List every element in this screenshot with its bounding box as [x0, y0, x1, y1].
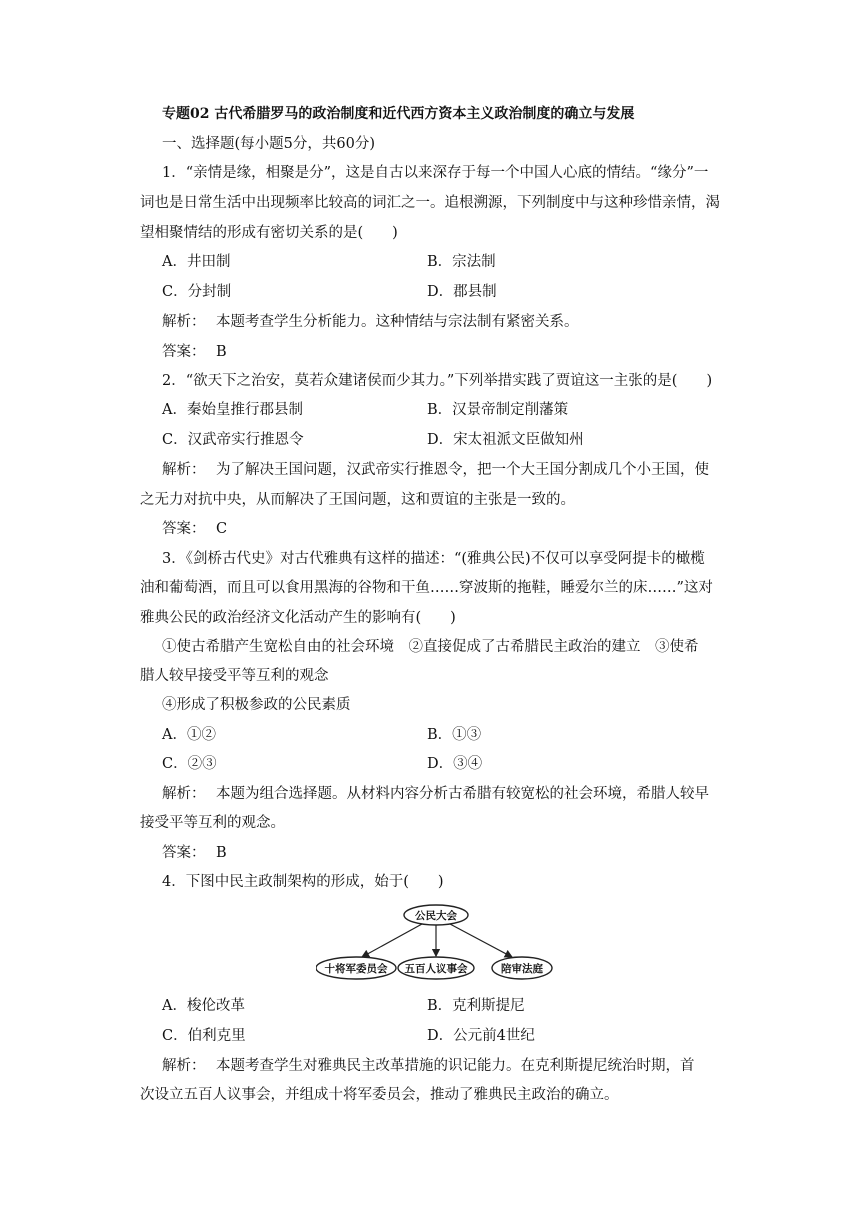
diagram-node-middle [398, 957, 474, 979]
q1-analysis [162, 312, 579, 332]
answer-label: 答案： [162, 845, 206, 861]
q2-option-d: D．宋太祖派文臣做知州 [427, 432, 584, 448]
diagram-node-left-label: 十将军委员会 [324, 963, 388, 975]
diagram-node-right [492, 957, 552, 979]
q1-option-b: B．宗法制 [427, 254, 496, 270]
q3-option-d: D．③④ [427, 756, 483, 772]
analysis-label: 解析： [162, 462, 206, 478]
analysis-text: 本题考查学生对雅典民主改革措施的识记能力。在克利斯提尼统治时期，首 [216, 1058, 695, 1074]
q3-stem-line-1: 3．《剑桥古代史》对古代雅典有这样的描述：“(雅典公民)不仅可以享受阿提卡的橄榄 [162, 551, 705, 567]
analysis-label: 解析： [162, 1058, 206, 1074]
analysis-label: 解析： [162, 786, 206, 802]
section-heading: 一、选择题(每小题5分，共60分) [162, 136, 375, 152]
q2-stem-line-1: 2．“欲天下之治安，莫若众建诸侯而少其力。”下列举措实践了贾谊这一主张的是( ) [162, 373, 713, 389]
answer-label: 答案： [162, 344, 206, 360]
q3-option-a: A．①② [162, 727, 216, 743]
q3-item-line-1: ①使古希腊产生宽松自由的社会环境 ②直接促成了古希腊民主政治的建立 ③使希 [162, 639, 699, 655]
q3-item-line-2: 腊人较早接受平等互利的观念 [140, 668, 329, 684]
q3-stem-line-2: 油和葡萄酒，而且可以食用黑海的谷物和干鱼……穿波斯的拖鞋，睡爱尔兰的床……”这对 [140, 580, 713, 596]
analysis-label: 解析： [162, 314, 206, 330]
q1-option-c: C．分封制 [162, 284, 232, 300]
diagram-node-right-label: 陪审法庭 [501, 963, 543, 975]
q2-option-b: B．汉景帝制定削藩策 [427, 402, 569, 418]
q2-analysis-line-2: 之无力对抗中央，从而解决了王国问题，这和贾谊的主张是一致的。 [140, 492, 575, 508]
q4-option-b: B．克利斯提尼 [427, 998, 525, 1014]
q1-stem-line-2: 词也是日常生活中出现频率比较高的词汇之一。追根溯源，下列制度中与这种珍惜亲情，渴 [140, 195, 720, 211]
q4-analysis [162, 1056, 695, 1076]
diagram-node-top-label: 公民大会 [415, 910, 457, 922]
diagram-node-top [404, 905, 468, 925]
answer-value: C [216, 521, 228, 537]
page-title: 专题02 古代希腊罗马的政治制度和近代西方资本主义政治制度的确立与发展 [162, 106, 635, 122]
q1-option-a: A．井田制 [162, 254, 231, 270]
q4-option-d: D．公元前4世纪 [427, 1028, 535, 1044]
diagram-node-left [316, 957, 396, 979]
diagram-node-middle-label: 五百人议事会 [404, 963, 468, 975]
q2-option-c: C．汉武帝实行推恩令 [162, 432, 304, 448]
analysis-text: 本题考查学生分析能力。这种情结与宗法制有紧密关系。 [216, 314, 579, 330]
answer-label: 答案： [162, 521, 206, 537]
q1-stem-line-1: 1．“亲情是缘，相聚是分”，这是自古以来深存于每一个中国人心底的情结。“缘分”一 [162, 165, 709, 181]
q3-analysis [162, 784, 709, 804]
democracy-structure-diagram [316, 902, 556, 982]
q3-item-line-3: ④形成了积极参政的公民素质 [162, 697, 351, 713]
diagram-arrow-right [450, 924, 512, 957]
q3-answer [162, 843, 227, 863]
q2-analysis [162, 460, 709, 480]
q3-stem-line-3: 雅典公民的政治经济文化活动产生的影响有( ) [140, 610, 456, 626]
q1-stem-line-3: 望相聚情结的形成有密切关系的是( ) [140, 225, 398, 241]
q3-option-c: C．②③ [162, 756, 217, 772]
q4-option-a: A．梭伦改革 [162, 998, 245, 1014]
q3-analysis-line-2: 接受平等互利的观念。 [140, 815, 285, 831]
q1-answer [162, 342, 227, 362]
diagram-arrow-left [362, 924, 422, 957]
analysis-text: 本题为组合选择题。从材料内容分析古希腊有较宽松的社会环境，希腊人较早 [216, 786, 709, 802]
q1-option-d: D．郡县制 [427, 284, 497, 300]
analysis-text: 为了解决王国问题，汉武帝实行推恩令，把一个大王国分割成几个小王国，使 [216, 462, 709, 478]
q4-analysis-line-2: 次设立五百人议事会，并组成十将军委员会，推动了雅典民主政治的确立。 [140, 1087, 619, 1103]
q4-option-c: C．伯利克里 [162, 1028, 246, 1044]
q4-stem-line-1: 4．下图中民主政制架构的形成，始于( ) [162, 874, 444, 890]
q2-option-a: A．秦始皇推行郡县制 [162, 402, 303, 418]
answer-value: B [216, 344, 227, 360]
q3-option-b: B．①③ [427, 727, 482, 743]
answer-value: B [216, 845, 227, 861]
q2-answer [162, 519, 227, 539]
